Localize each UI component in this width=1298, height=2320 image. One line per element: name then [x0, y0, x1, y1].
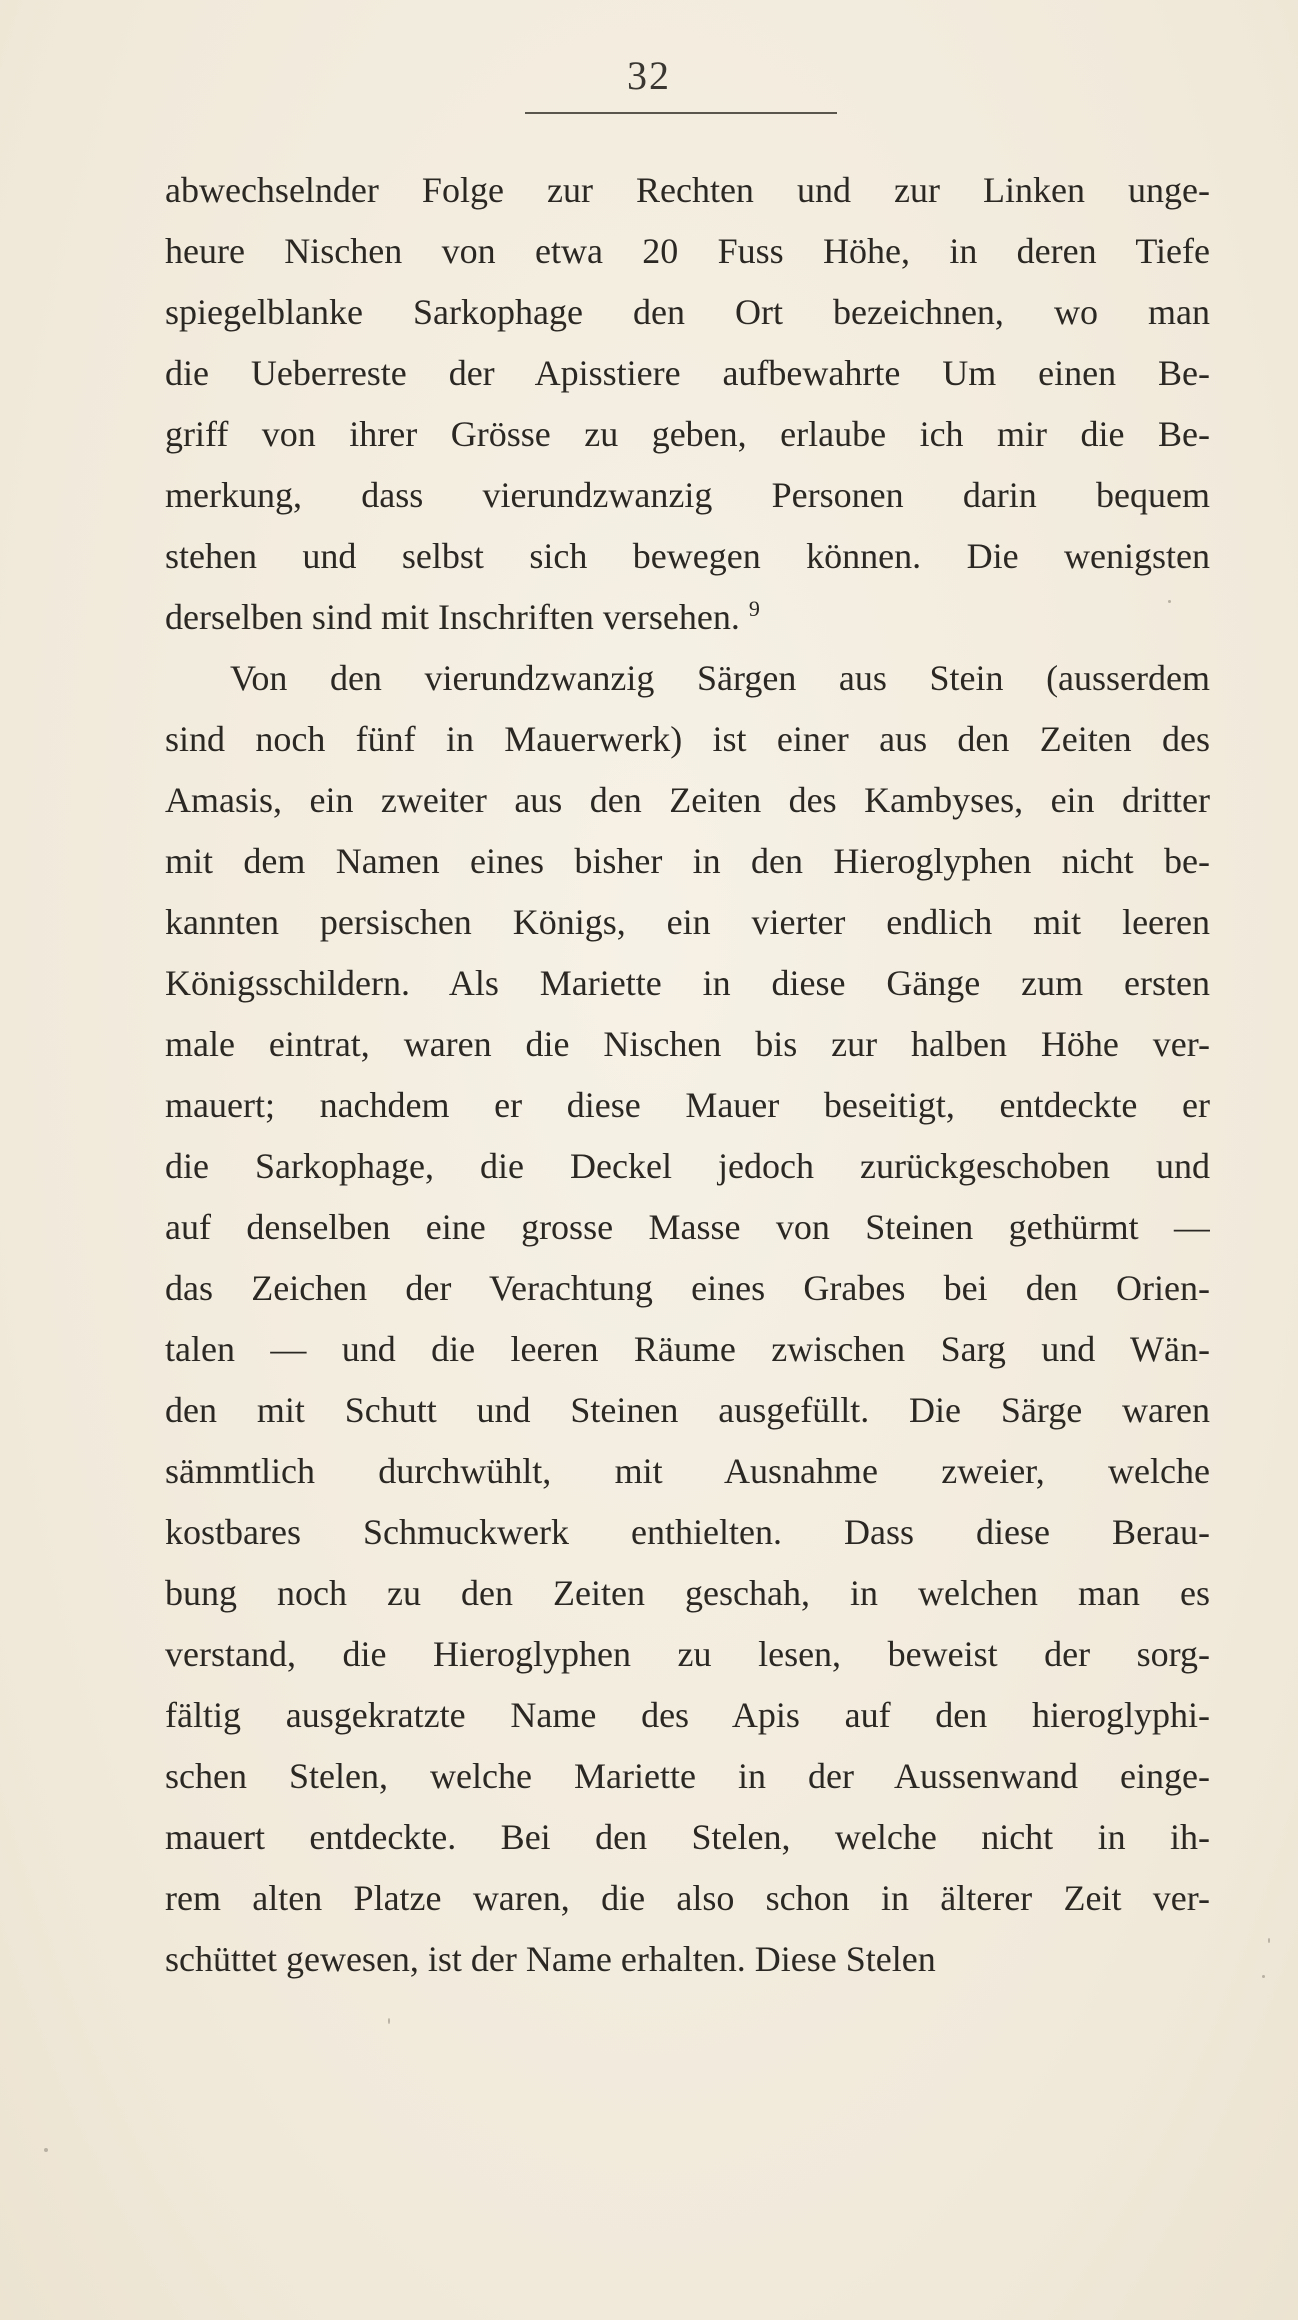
text-line: abwechselnder Folge zur Rechten und zur Linken unge- — [165, 170, 1210, 210]
header-rule — [525, 112, 837, 114]
text-line: schüttet gewesen, ist der Name erhalten. Diese Stelen — [165, 1939, 936, 1979]
footnote-reference: 9 — [748, 596, 760, 621]
text-line: Von den vierundzwanzig Särgen aus Stein (ausserdem — [230, 658, 1210, 698]
text-line: mit dem Namen eines bisher in den Hieroglyphen nicht be- — [165, 841, 1210, 881]
text-line: male eintrat, waren die Nischen bis zur halben Höhe ver- — [165, 1024, 1210, 1064]
text-line: Amasis, ein zweiter aus den Zeiten des Kambyses, ein dritter — [165, 780, 1210, 820]
text-line: sämmtlich durchwühlt, mit Ausnahme zweier, welche — [165, 1451, 1210, 1491]
text-line: Königsschildern. Als Mariette in diese Gänge zum ersten — [165, 963, 1210, 1003]
text-line: mauert entdeckte. Bei den Stelen, welche nicht in ih- — [165, 1817, 1210, 1857]
paper-speck — [44, 2148, 48, 2152]
text-line: fältig ausgekratzte Name des Apis auf den hieroglyphi- — [165, 1695, 1210, 1735]
paper-speck — [1262, 1975, 1265, 1978]
paper-speck — [388, 2018, 390, 2024]
text-line: die Sarkophage, die Deckel jedoch zurückgeschoben und — [165, 1146, 1210, 1186]
text-line: spiegelblanke Sarkophage den Ort bezeichnen, wo man — [165, 292, 1210, 332]
text-line: die Ueberreste der Apisstiere aufbewahrte Um einen Be- — [165, 353, 1210, 393]
text-line: sind noch fünf in Mauerwerk) ist einer aus den Zeiten des — [165, 719, 1210, 759]
text-line-last — [165, 587, 1210, 648]
text-line: stehen und selbst sich bewegen können. Die wenigsten — [165, 536, 1210, 576]
text-line: bung noch zu den Zeiten geschah, in welchen man es — [165, 1573, 1210, 1613]
text-line: das Zeichen der Verachtung eines Grabes bei den Orien- — [165, 1268, 1210, 1308]
text-line: auf denselben eine grosse Masse von Steinen gethürmt — — [165, 1207, 1210, 1247]
paper-speck — [1168, 600, 1171, 603]
text-line: kostbares Schmuckwerk enthielten. Dass diese Berau- — [165, 1512, 1210, 1552]
text-line: verstand, die Hieroglyphen zu lesen, beweist der sorg- — [165, 1634, 1210, 1674]
text-line-content: derselben sind mit Inschriften versehen. — [165, 597, 740, 637]
text-line: merkung, dass vierundzwanzig Personen darin bequem — [165, 475, 1210, 515]
text-line: kannten persischen Königs, ein vierter endlich mit leeren — [165, 902, 1210, 942]
paper-speck — [1268, 1938, 1270, 1943]
text-line: mauert; nachdem er diese Mauer beseitigt, entdeckte er — [165, 1085, 1210, 1125]
text-line: rem alten Platze waren, die also schon in älterer Zeit ver- — [165, 1878, 1210, 1918]
text-line: heure Nischen von etwa 20 Fuss Höhe, in deren Tiefe — [165, 231, 1210, 271]
body-text — [165, 160, 1210, 1990]
text-line: griff von ihrer Grösse zu geben, erlaube ich mir die Be- — [165, 414, 1210, 454]
text-line: schen Stelen, welche Mariette in der Aussenwand einge- — [165, 1756, 1210, 1796]
page-number: 32 — [627, 53, 671, 98]
text-line: den mit Schutt und Steinen ausgefüllt. Die Särge waren — [165, 1390, 1210, 1430]
text-line: talen — und die leeren Räume zwischen Sarg und Wän- — [165, 1329, 1210, 1369]
